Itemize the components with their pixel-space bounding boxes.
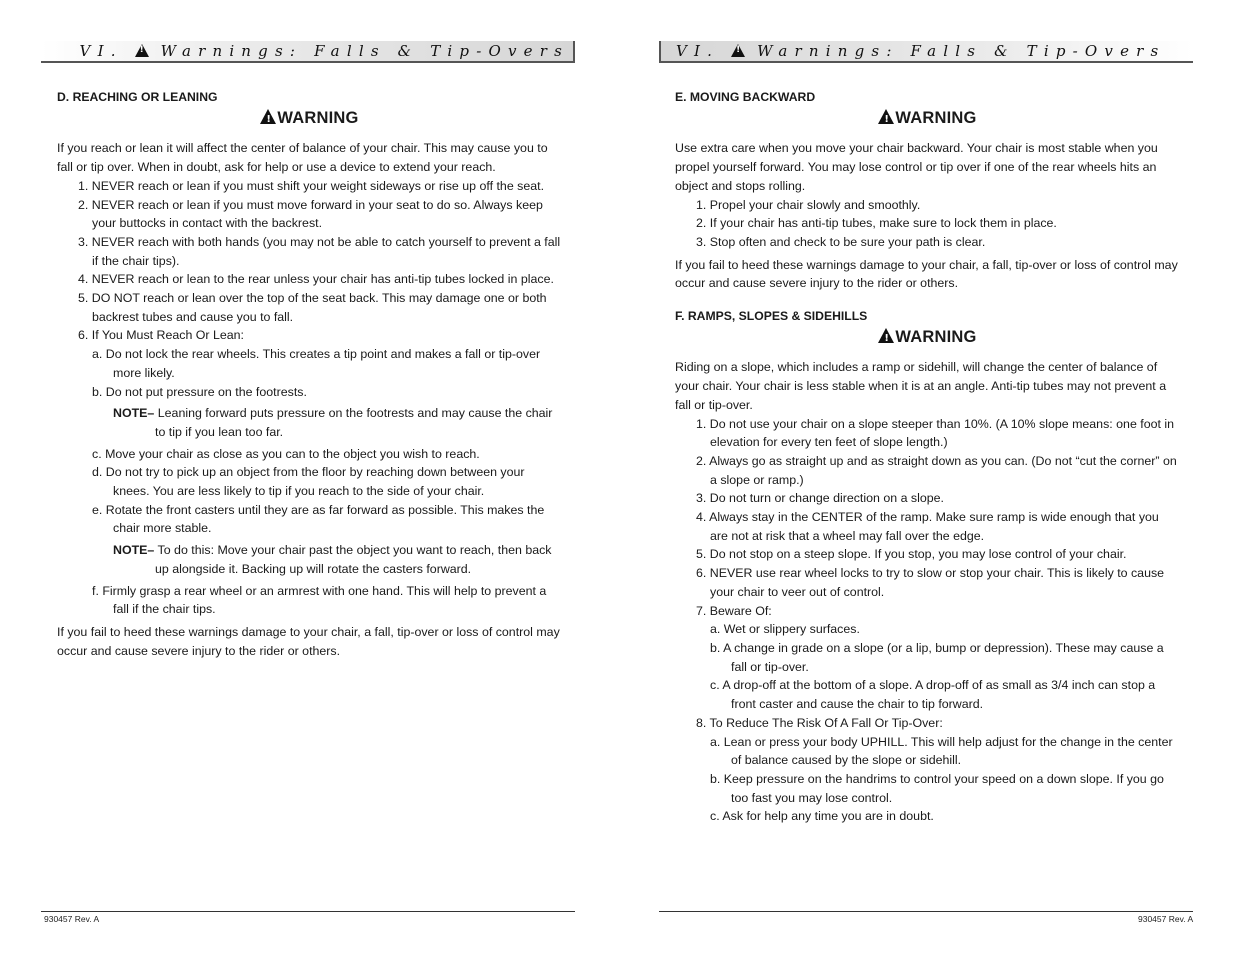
list-item: 6. NEVER use rear wheel locks to try to slow or stop your chair. This is likely to cause your chair to veer out of control. [696, 566, 1165, 599]
section-heading: F. RAMPS, SLOPES & SIDEHILLS [675, 309, 868, 324]
sub-list-item: b. Do not put pressure on the footrests. [92, 384, 307, 399]
list-item: 2. Always go as straight up and as straight down as you can. (Do not “cut the corner” on a slope or ramp.) [696, 453, 1177, 487]
list-item: 4. Always stay in the CENTER of the ramp. Make sure ramp is wide enough that you are not at risk that a wheel may fall over the edge. [696, 510, 1159, 543]
note-text: Leaning forward puts pressure on the footrests and may cause the chair to tip if you lean too far. [155, 406, 553, 439]
warning-label: WARNING [895, 108, 977, 127]
chapter-section: VI. [676, 42, 720, 60]
footer-rule [659, 911, 1193, 912]
sub-list-item: b. Keep pressure on the handrims to control your speed on a down slope. If you go too fast you may lose control. [710, 771, 1164, 805]
warning-label: WARNING [277, 108, 359, 127]
chapter-title: Warnings: Falls & Tip-Overs [757, 42, 1166, 60]
chapter-header-bar [41, 41, 575, 63]
intro-paragraph: If you reach or lean it will affect the center of balance of your chair. This may cause you to fall or tip over. When in doubt, ask for help or use a device to extend your reach. [57, 141, 548, 175]
intro-paragraph: Riding on a slope, which includes a ramp or sidehill, will change the center of balance of your chair. Your chair is less stable when it is at an angle. Anti-tip tubes may not prevent a fall or tip-over. [675, 360, 1167, 412]
warning-label: WARNING [895, 327, 977, 346]
sub-list-item: f. Firmly grasp a rear wheel or an armrest with one hand. This will help to prevent a fall if the chair tips. [92, 583, 547, 617]
chapter-header-title [80, 42, 569, 60]
chapter-header-bar [659, 41, 1193, 63]
warning-banner [675, 109, 1180, 128]
sub-list-item: e. Rotate the front casters until they are as far forward as possible. This makes the chair more stable. [92, 502, 545, 536]
list-item: 1. Do not use your chair on a slope steeper than 10%. (A 10% slope means: one foot in elevation for every ten feet of slope length.) [696, 416, 1175, 450]
note-label: NOTE– [113, 543, 155, 558]
chapter-section: VI. [79, 42, 123, 60]
chapter-header-title [676, 42, 1165, 60]
list-item: 5. Do not stop on a steep slope. If you stop, you may lose control of your chair. [696, 547, 1127, 562]
sub-list-item: a. Do not lock the rear wheels. This creates a tip point and makes a fall or tip-over more likely. [92, 347, 541, 380]
list-item: 7. Beware Of: [696, 603, 772, 618]
document-revision: 930457 Rev. A [44, 914, 100, 924]
sub-list-item: c. A drop-off at the bottom of a slope. A drop-off of as small as 3/4 inch can stop a front caster and cause the chair to tip forward. [710, 678, 1156, 712]
left-page-body [57, 88, 562, 660]
list-item: 2. If your chair has anti-tip tubes, make sure to lock them in place. [696, 216, 1057, 231]
section-heading: E. MOVING BACKWARD [675, 90, 816, 104]
intro-paragraph: Use extra care when you move your chair backward. Your chair is most stable when you propel yourself forward. You may lose control or tip over if one of the rear wheels hits an object and stops rolling. [675, 141, 1158, 193]
list-item: 6. If You Must Reach Or Lean: [78, 328, 244, 343]
note-label: NOTE– [113, 406, 155, 421]
warning-triangle-icon [260, 109, 276, 124]
warning-banner [57, 109, 562, 128]
list-item: 2. NEVER reach or lean if you must move forward in your seat to do so. Always keep your buttocks in contact with the backrest. [78, 197, 543, 231]
warning-triangle-icon [878, 328, 894, 343]
list-item: 3. Do not turn or change direction on a slope. [696, 491, 944, 506]
right-page-body [675, 88, 1180, 826]
warning-triangle-icon [878, 109, 894, 124]
list-item: 5. DO NOT reach or lean over the top of the seat back. This may damage one or both backrest tubes and cause you to fall. [78, 291, 547, 324]
list-item: 4. NEVER reach or lean to the rear unless your chair has anti-tip tubes locked in place. [78, 272, 554, 287]
warning-triangle-icon [731, 44, 745, 57]
closing-paragraph: If you fail to heed these warnings damage to your chair, a fall, tip-over or loss of control may occur and cause severe injury to the rider or others. [57, 624, 560, 658]
sub-list-item: a. Wet or slippery surfaces. [710, 622, 860, 637]
warning-triangle-icon [135, 44, 149, 57]
list-item: 1. Propel your chair slowly and smoothly. [696, 197, 921, 212]
footer-rule [41, 911, 575, 912]
chapter-title: Warnings: Falls & Tip-Overs [160, 42, 569, 60]
left-page [0, 0, 617, 954]
list-item: 3. NEVER reach with both hands (you may not be able to catch yourself to prevent a fall if the chair tips). [78, 234, 561, 268]
list-item: 1. NEVER reach or lean if you must shift your weight sideways or rise up off the seat. [78, 178, 545, 193]
list-item: 8. To Reduce The Risk Of A Fall Or Tip-Over: [696, 715, 943, 730]
sub-list-item: b. A change in grade on a slope (or a lip, bump or depression). These may cause a fall or tip-over. [710, 640, 1164, 674]
section-heading: D. REACHING OR LEANING [57, 90, 218, 104]
note [57, 404, 562, 441]
warning-banner [675, 328, 1180, 347]
document-revision: 930457 Rev. A [1138, 914, 1194, 924]
list-item: 3. Stop often and check to be sure your path is clear. [696, 234, 986, 249]
sub-list-item: d. Do not try to pick up an object from the floor by reaching down between your knees. You are less likely to tip if you reach to the side of your chair. [92, 465, 525, 499]
sub-list-item: c. Ask for help any time you are in doubt. [710, 809, 934, 824]
note-text: To do this: Move your chair past the object you want to reach, then back up alongside it. Backing up will rotate the casters forward. [155, 543, 552, 576]
right-page [618, 0, 1235, 954]
sub-list-item: a. Lean or press your body UPHILL. This will help adjust for the change in the center of balance caused by the slope or sidehill. [710, 734, 1173, 768]
sub-list-item: c. Move your chair as close as you can to the object you wish to reach. [92, 446, 480, 461]
note [57, 541, 562, 578]
closing-paragraph: If you fail to heed these warnings damage to your chair, a fall, tip-over or loss of control may occur and cause severe injury to the rider or others. [675, 257, 1178, 291]
